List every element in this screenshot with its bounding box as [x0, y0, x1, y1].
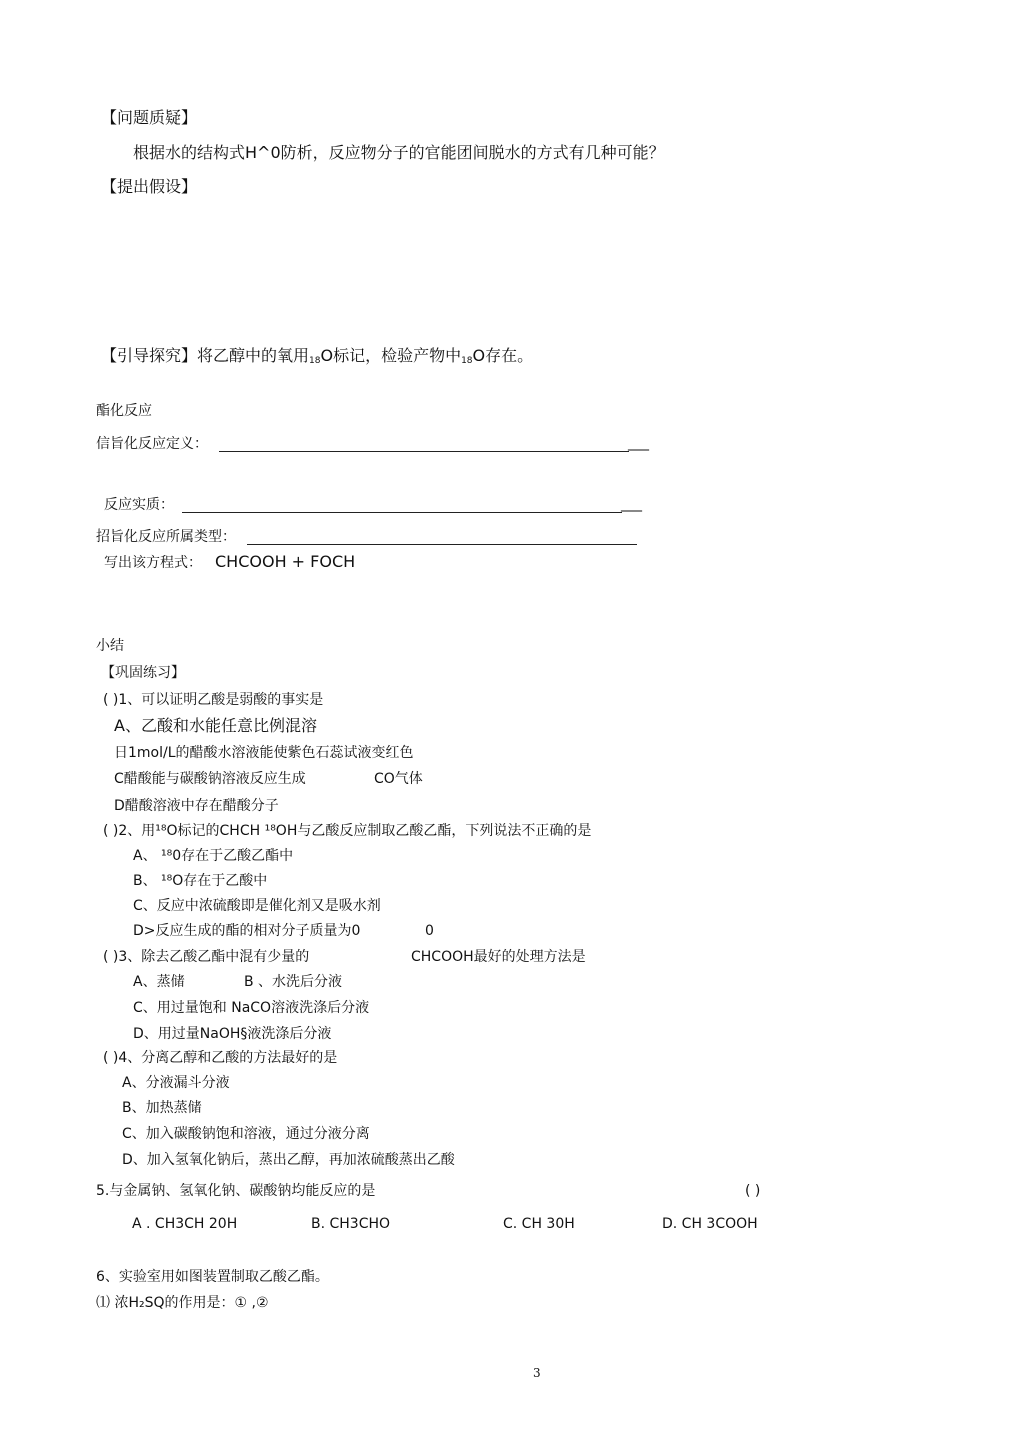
question-text: 根据水的结构式H^0防析，反应物分子的官能团间脱水的方式有几种可能？	[133, 143, 665, 162]
q2-option-a: A、 ¹⁸0存在于乙酸乙酯中	[133, 848, 294, 864]
q3-stem-tail: CHCOOH最好的处理方法是	[411, 949, 586, 965]
q6-subquestion-1: ⑴ 浓H₂SQ的作用是：① ,②	[96, 1295, 269, 1311]
q3-option-d: D、用过量NaOH§液洗涤后分液	[133, 1026, 332, 1042]
definition-blank-tail: ___	[628, 435, 649, 451]
definition-blank-line	[219, 451, 629, 452]
q1-option-a: A、乙酸和水能任意比例混溶	[114, 716, 317, 735]
q1-stem: ( )1、可以证明乙酸是弱酸的事实是	[103, 692, 324, 708]
q2-option-d: D>反应生成的酯的相对分子质量为0	[133, 923, 361, 939]
q3-option-b: B 、水洗后分液	[244, 974, 343, 990]
essence-blank-line	[182, 512, 622, 513]
q2-option-b: B、 ¹⁸O存在于乙酸中	[133, 873, 268, 889]
q1-option-c-tail: CO气体	[374, 771, 423, 787]
guide-part1: 【引导探究】将乙醇中的氧用	[101, 346, 310, 365]
definition-label: 信旨化反应定义：	[96, 436, 208, 452]
q2-option-c: C、反应中浓硫酸即是催化剂又是吸水剂	[133, 898, 381, 914]
q3-option-a: A、蒸储	[133, 974, 185, 990]
q4-option-a: A、分液漏斗分液	[122, 1075, 230, 1091]
esterification-title: 酯化反应	[96, 403, 152, 419]
type-blank-line	[247, 544, 637, 545]
type-label: 招旨化反应所属类型：	[96, 529, 236, 545]
q5-option-c: C. CH 30H	[503, 1216, 575, 1232]
q2-stem: ( )2、用¹⁸O标记的CHCH ¹⁸OH与乙酸反应制取乙酸乙酯，下列说法不正确的是	[103, 823, 592, 839]
guide-part3: O存在。	[472, 346, 534, 365]
equation-text: CHCOOH + FOCH	[215, 552, 356, 571]
q4-stem: ( )4、分离乙醇和乙酸的方法最好的是	[103, 1050, 338, 1066]
q1-option-d: D醋酸溶液中存在醋酸分子	[114, 798, 279, 814]
q5-option-d: D. CH 3COOH	[662, 1216, 758, 1232]
guide-line	[101, 346, 533, 371]
equation-label: 写出该方程式：	[104, 555, 202, 571]
q4-option-d: D、加入氢氧化钠后，蒸出乙醇，再加浓硫酸蒸出乙酸	[122, 1152, 455, 1168]
guide-part2: O标记，检验产物中	[320, 346, 462, 365]
q4-option-c: C、加入碳酸钠饱和溶液，通过分液分离	[122, 1126, 370, 1142]
question-section-title: 【问题质疑】	[101, 108, 198, 127]
isotope-subscript: 18	[309, 356, 321, 366]
q4-option-b: B、加热蒸储	[122, 1100, 202, 1116]
q2-option-d-tail: 0	[425, 923, 434, 939]
page-number: 3	[533, 1366, 541, 1380]
essence-label: 反应实质：	[104, 497, 174, 513]
q5-option-b: B. CH3CHO	[311, 1216, 391, 1232]
hypothesis-section-title: 【提出假设】	[101, 177, 198, 196]
essence-blank-tail: ___	[621, 496, 642, 512]
q1-option-c: C醋酸能与碳酸钠溶液反应生成	[114, 771, 306, 787]
q3-option-c: C、用过量饱和 NaCO溶液洗涤后分液	[133, 1000, 370, 1016]
q6-stem: 6、实验室用如图装置制取乙酸乙酯。	[96, 1269, 329, 1285]
q5-stem: 5.与金属钠、氢氧化钠、碳酸钠均能反应的是	[96, 1183, 376, 1199]
isotope-subscript: 18	[461, 356, 473, 366]
q5-answer-bracket: ( )	[745, 1183, 761, 1199]
q3-stem: ( )3、除去乙酸乙酯中混有少量的	[103, 949, 310, 965]
summary-title: 小结	[96, 638, 124, 654]
practice-title: 【巩固练习】	[101, 665, 185, 681]
q1-option-b: 日1mol/L的醋酸水溶液能使紫色石蕊试液变红色	[114, 745, 414, 761]
q5-option-a: A . CH3CH 20H	[132, 1216, 238, 1232]
